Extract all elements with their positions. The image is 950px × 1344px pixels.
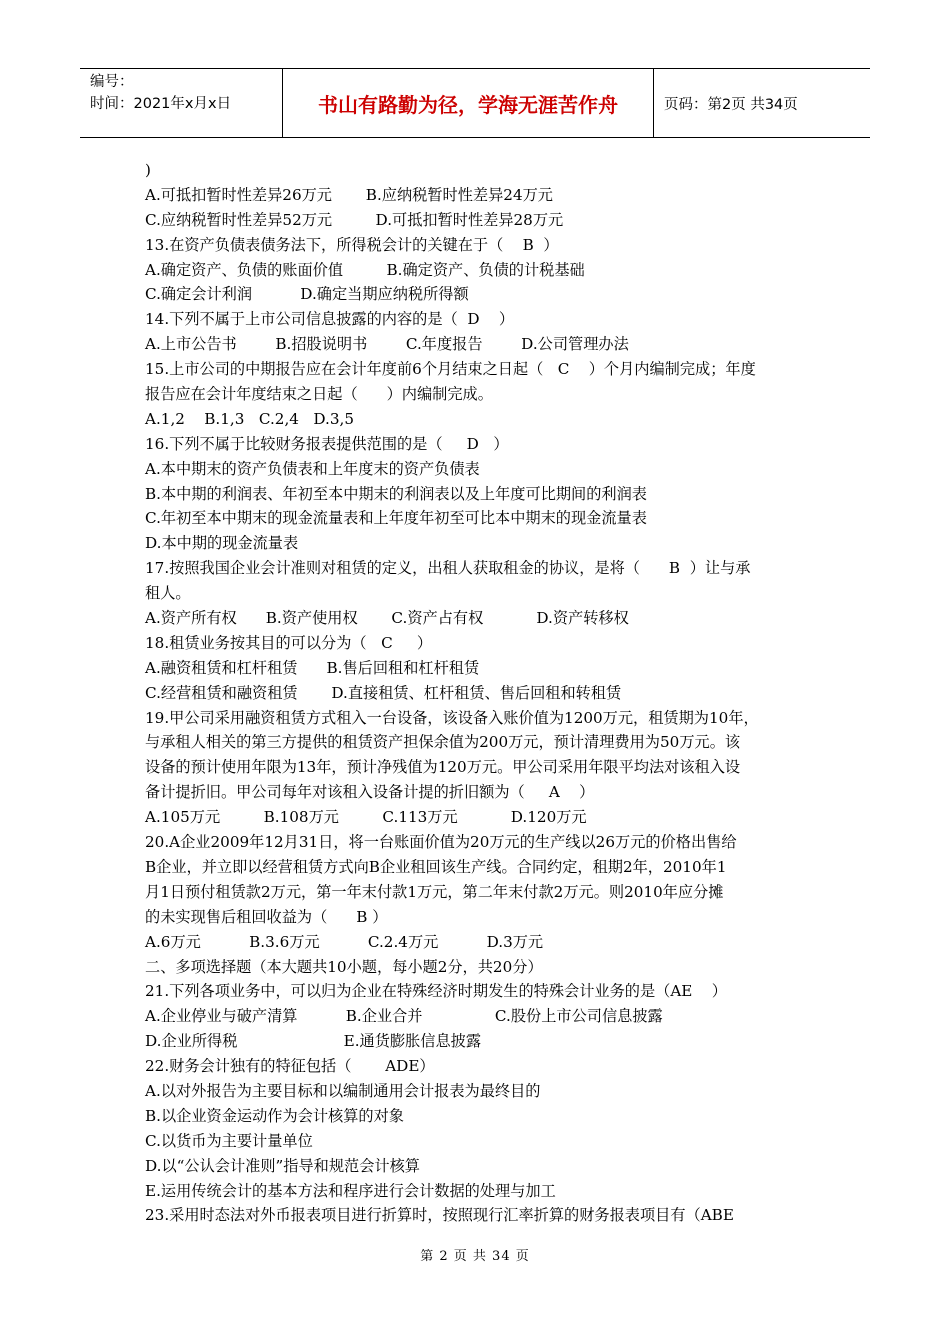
text-line: ) — [145, 161, 151, 179]
text-line: 23.采用时态法对外币报表项目进行折算时，按照现行汇率折算的财务报表项目有（ABE — [145, 1206, 734, 1225]
text-line: 二、多项选择题（本大题共10小题，每小题2分，共20分） — [145, 957, 543, 976]
text-line: 14.下列不属于上市公司信息披露的内容的是（ D ） — [145, 310, 515, 329]
text-line: 15.上市公司的中期报告应在会计年度前6个月结束之日起（ C ）个月内编制完成；年度 — [145, 360, 756, 379]
text-line: 报告应在会计年度结束之日起（ ）内编制完成。 — [145, 385, 493, 404]
text-line: C.年初至本中期末的现金流量表和上年度年初至可比本中期末的现金流量表 — [145, 509, 647, 528]
text-line: 16.下列不属于比较财务报表提供范围的是（ D ） — [145, 434, 509, 453]
text-line: D.本中期的现金流量表 — [145, 534, 299, 553]
text-line: A.资产所有权 B.资产使用权 C.资产占有权 D.资产转移权 — [145, 609, 629, 628]
text-line: 18.租赁业务按其目的可以分为（ C ） — [145, 633, 433, 652]
text-line: C.经营租赁和融资租赁 D.直接租赁、杠杆租赁、售后回租和转租赁 — [145, 683, 622, 702]
text-line: 租人。 — [145, 584, 191, 603]
text-line: A.企业停业与破产清算 B.企业合并 C.股份上市公司信息披露 — [145, 1007, 663, 1026]
text-line: D.企业所得税 E.通货膨胀信息披露 — [145, 1032, 482, 1051]
text-line: A.105万元 B.108万元 C.113万元 D.120万元 — [145, 808, 587, 827]
text-line: 13.在资产负债表债务法下，所得税会计的关键在于（ B ） — [145, 235, 559, 254]
header-motto: 书山有路勤为径，学海无涯苦作舟 — [282, 69, 654, 137]
page-header — [80, 68, 870, 138]
document-body — [145, 158, 825, 1228]
text-line: A.上市公告书 B.招股说明书 C.年度报告 D.公司管理办法 — [145, 335, 629, 354]
text-line: B企业，并立即以经营租赁方式向B企业租回该生产线。合同约定，租期2年，2010年1 — [145, 857, 727, 876]
text-line: A.确定资产、负债的账面价值 B.确定资产、负债的计税基础 — [145, 260, 585, 279]
document-time-label: 时间：2021年x月x日 — [90, 96, 232, 112]
text-line: A.以对外报告为主要目标和以编制通用会计报表为最终目的 — [145, 1081, 541, 1100]
header-page-info: 页码：第2页 共34页 — [664, 96, 798, 113]
page-footer: 第 2 页 共 34 页 — [420, 1249, 530, 1264]
text-line: 19.甲公司采用融资租赁方式租入一台设备，该设备入账价值为1200万元，租赁期为10年， — [145, 708, 759, 727]
text-line: A.融资租赁和杠杆租赁 B.售后回租和杠杆租赁 — [145, 658, 480, 677]
text-line: 设备的预计使用年限为13年，预计净残值为120万元。甲公司采用年限平均法对该租入设 — [145, 758, 741, 777]
text-line: 与承租人相关的第三方提供的租赁资产担保余值为200万元，预计清理费用为50万元。该 — [145, 733, 741, 752]
text-line: 20.A企业2009年12月31日，将一台账面价值为20万元的生产线以26万元的价格出售给 — [145, 833, 737, 852]
text-line: D.以“公认会计准则”指导和规范会计核算 — [145, 1156, 420, 1175]
text-line: A.可抵扣暂时性差异26万元 B.应纳税暂时性差异24万元 — [145, 185, 553, 204]
text-line: 17.按照我国企业会计准则对租赁的定义，出租人获取租金的协议，是将（ B ）让与承 — [145, 559, 751, 578]
text-line: C.应纳税暂时性差异52万元 D.可抵扣暂时性差异28万元 — [145, 210, 564, 229]
text-line: B.以企业资金运动作为会计核算的对象 — [145, 1106, 404, 1125]
text-line: B.本中期的利润表、年初至本中期末的利润表以及上年度可比期间的利润表 — [145, 484, 647, 503]
text-line: E.运用传统会计的基本方法和程序进行会计数据的处理与加工 — [145, 1181, 556, 1200]
text-line: 21.下列各项业务中，可以归为企业在特殊经济时期发生的特殊会计业务的是（AE ） — [145, 982, 727, 1001]
header-meta — [80, 69, 282, 137]
document-number-label: 编号： — [90, 74, 134, 90]
text-line: 备计提折旧。甲公司每年对该租入设备计提的折旧额为（ A ） — [145, 783, 595, 802]
text-line: 的未实现售后租回收益为（ B ） — [145, 907, 388, 926]
text-line: C.以货币为主要计量单位 — [145, 1131, 313, 1150]
text-line: 22.财务会计独有的特征包括（ ADE） — [145, 1057, 435, 1076]
text-line: 月1日预付租赁款2万元，第一年末付款1万元，第二年末付款2万元。则2010年应分摊 — [145, 882, 724, 901]
text-line: A.6万元 B.3.6万元 C.2.4万元 D.3万元 — [145, 932, 544, 951]
text-line: A.本中期末的资产负债表和上年度末的资产负债表 — [145, 459, 480, 478]
text-line: C.确定会计利润 D.确定当期应纳税所得额 — [145, 285, 469, 304]
text-line: A.1,2 B.1,3 C.2,4 D.3,5 — [145, 409, 355, 428]
